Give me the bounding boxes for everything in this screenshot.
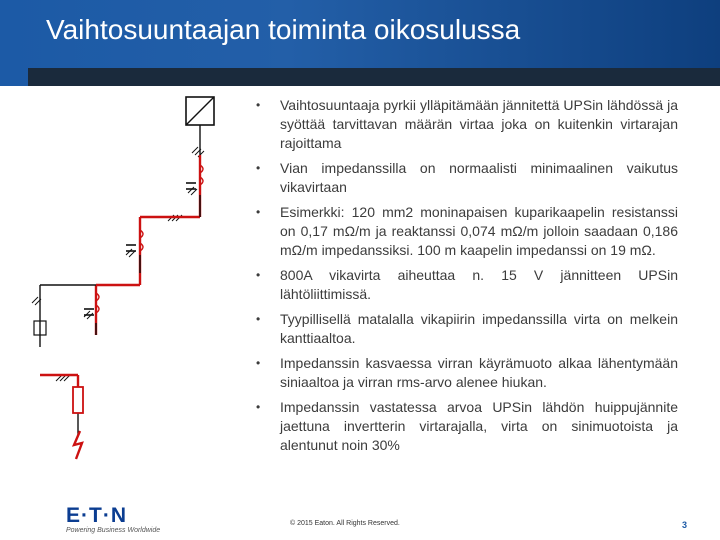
bullet-text: Impedanssin kasvaessa virran käyrämuoto alkaa lähentymään siniaaltoa ja virran rms-arvo alenee hiukan.: [280, 355, 678, 390]
bullet-text: Tyypillisellä matalalla vikapiirin impedanssilla virta on melkein kanttiaaltoa.: [280, 311, 678, 346]
bullet-text: 800A vikavirta aiheuttaa n. 15 V jännitteen UPSin lähtöliittimissä.: [280, 267, 678, 302]
slide-title: Vaihtosuuntaajan toiminta oikosulussa: [46, 14, 521, 45]
bullet-item: [250, 354, 678, 392]
bullet-dot: •: [256, 268, 261, 282]
fault-lightning-icon: [74, 431, 82, 459]
bullet-list: [250, 96, 678, 461]
bullet-item: [250, 96, 678, 153]
branch-lines: [40, 195, 200, 435]
bullet-text: Esimerkki: 120 mm2 moninapaisen kuparikaapelin resistanssi on 0,17 mΩ/m ja reaktanssi 0,074 mΩ/m jolloin saadaan 0,186 mΩ/m impedanssiksi. 100 m kaapelin impedanssi on 19 mΩ.: [280, 204, 678, 258]
bullet-dot: •: [256, 205, 261, 219]
bullet-dot: •: [256, 312, 261, 326]
bullet-text: Vian impedanssilla on normaalisti minimaalinen vaikutus vikavirtaan: [280, 160, 678, 195]
eaton-logo: [66, 506, 160, 534]
logo-tagline: Powering Business Worldwide: [66, 527, 161, 534]
bullet-item: [250, 398, 678, 455]
logo-wordmark: E·T·N: [66, 504, 127, 527]
ups-circuit-diagram: [0, 95, 240, 495]
inverter-diagonal: [186, 97, 214, 125]
page-number: 3: [682, 520, 688, 530]
bullet-dot: •: [256, 400, 261, 414]
bullet-item: [250, 310, 678, 348]
bullet-dot: •: [256, 161, 261, 175]
load-symbol-lower: [73, 387, 83, 413]
breaker-icon: [96, 165, 203, 313]
fault-current-path: [96, 155, 200, 335]
bullet-item: [250, 266, 678, 304]
bullet-item: [250, 203, 678, 260]
title-bar: [0, 0, 720, 86]
bullet-dot: •: [256, 98, 261, 112]
bullet-text: Impedanssin vastatessa arvoa UPSin lähdön huippujännite jaettuna invertterin virtarajalla, virta on sinimuotoista ja alentunut noin 30%: [280, 399, 678, 453]
bullet-text: Vaihtosuuntaaja pyrkii ylläpitämään jännitettä UPSin lähdössä ja syöttää tarvittavan määrän virtaa joka on kuitenkin virtarajan rajoittama: [280, 97, 678, 151]
bullet-item: [250, 159, 678, 197]
bullet-dot: •: [256, 356, 261, 370]
copyright-notice: © 2015 Eaton. All Rights Reserved.: [290, 520, 400, 527]
earth-hatch-icon: [32, 147, 204, 381]
title-band: [28, 68, 720, 86]
